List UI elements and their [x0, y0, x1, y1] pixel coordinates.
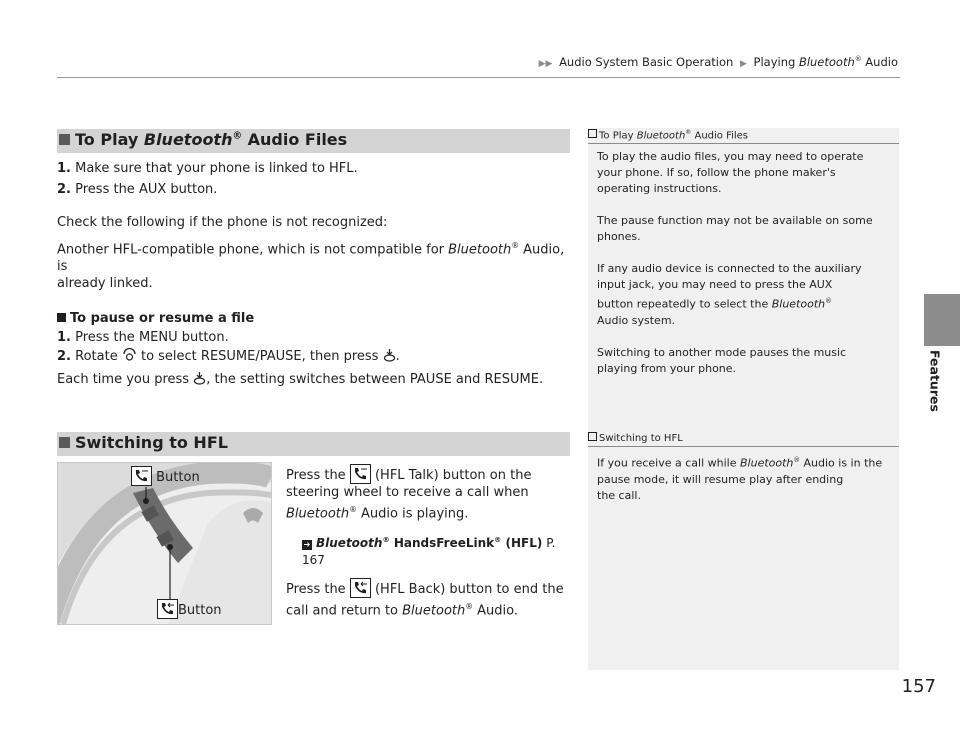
chevron-right-icon: ▶	[739, 59, 747, 69]
hfl-back-icon	[157, 599, 178, 619]
note-heading-play-bt: To Play Bluetooth® Audio Files	[588, 129, 748, 141]
square-bullet-icon	[59, 134, 70, 145]
note-rule	[588, 446, 899, 447]
chapter-label: Features	[927, 350, 943, 412]
square-bullet-icon	[57, 313, 66, 322]
cross-reference-link[interactable]: ➔ Bluetooth® HandsFreeLink® (HFL) P. 167	[302, 535, 556, 568]
press-back-paragraph: Press the (HFL Back) button to end the call and return to Bluetooth® Audio.	[286, 578, 576, 619]
square-bullet-icon	[59, 437, 70, 448]
press-knob-icon	[193, 371, 206, 385]
section-heading-switching-hfl: Switching to HFL	[57, 432, 570, 456]
cross-ref-arrow-icon: ➔	[303, 540, 311, 550]
chapter-tab	[924, 294, 960, 346]
note-box-icon	[588, 432, 597, 441]
note-rule	[588, 143, 899, 144]
subheading-pause-resume: To pause or resume a file	[57, 310, 577, 327]
note-box-icon	[588, 129, 597, 138]
note1-body: To play the audio files, you may need to operate your phone. If so, follow the phone maker's operating instructions. The pause function may not be available on some phones. If any audio device is connected to the auxiliary input jack, you may need to press the AUX button repeatedly to select the Bluetooth® Audio system. Switching to another mode pauses the music playing from your phone.	[597, 150, 873, 375]
chevron-right-icon: ▶▶	[538, 59, 553, 69]
breadcrumb	[536, 55, 898, 69]
header-rule	[57, 77, 900, 78]
compat-paragraph: Another HFL-compatible phone, which is not compatible for Bluetooth® Audio, is already linked.	[57, 241, 565, 292]
note-heading-switching-hfl: Switching to HFL	[588, 432, 683, 444]
section-heading-play-bt: To Play Bluetooth® Audio Files	[57, 129, 570, 153]
step-2: 2. Press the AUX button.	[57, 182, 218, 197]
hfl-talk-icon	[350, 464, 371, 484]
pause-step-1: 1. Press the MENU button.	[57, 330, 229, 346]
each-time-text: Each time you press , the setting switches between PAUSE and RESUME.	[57, 372, 544, 388]
step-1: 1. Make sure that your phone is linked to HFL.	[57, 161, 358, 176]
press-knob-icon	[383, 348, 396, 362]
rotate-knob-icon	[122, 348, 137, 362]
note2-body: If you receive a call while Bluetooth® Audio is in the pause mode, it will resume play after ending the call.	[597, 456, 883, 502]
section2-text	[286, 464, 576, 620]
page-number: 157	[901, 676, 936, 697]
breadcrumb-item-audio-basic: Audio System Basic Operation	[559, 55, 734, 69]
press-talk-paragraph: Press the (HFL Talk) button on the steering wheel to receive a call when Bluetooth® Audio is playing.	[286, 464, 576, 522]
breadcrumb-item-playing-bt: Playing Bluetooth® Audio	[753, 55, 898, 69]
image-label-back: Button	[157, 599, 222, 619]
hfl-talk-icon	[131, 466, 152, 486]
check-text: Check the following if the phone is not recognized:	[57, 215, 388, 230]
section1-steps	[57, 160, 577, 388]
pause-step-2: 2. Rotate to select RESUME/PAUSE, then press .	[57, 349, 400, 365]
hfl-back-icon	[350, 578, 371, 598]
image-label-talk: Button	[131, 466, 200, 486]
